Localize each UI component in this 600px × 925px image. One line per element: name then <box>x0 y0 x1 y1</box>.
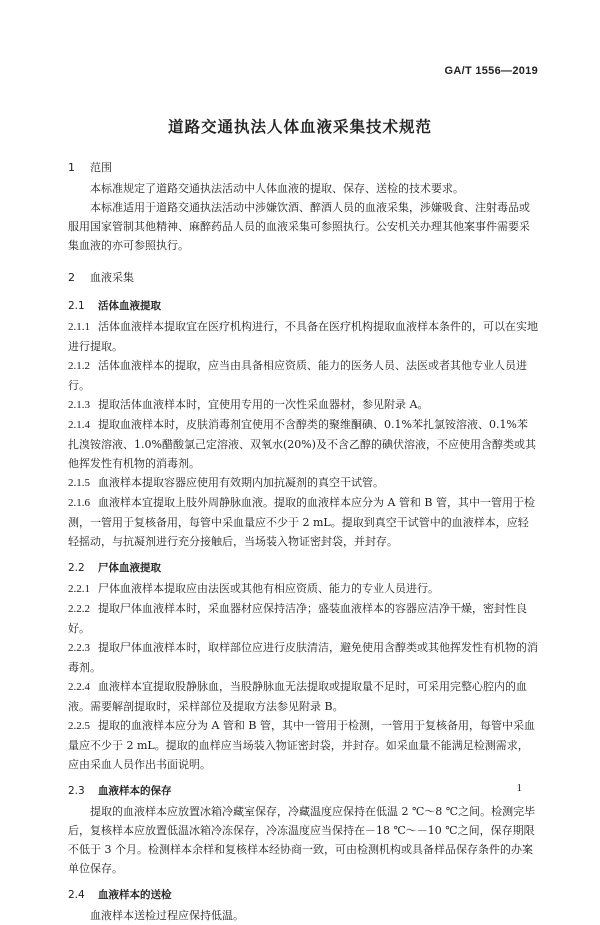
section-2-heading <box>68 267 538 289</box>
subsection-2-3-heading <box>68 780 538 802</box>
clause-2-1-6: 2.1.6 血液样本宜提取上肢外周静脉血液。提取的血液样本应分为 A 管和 B 管，其中一管用于检测，一管用于复核备用，每管中采血量应不少于 2 mL。提取到真空干试管中的血液样本，应轻轻摇动，与抗凝剂进行充分接触后，当场装入物证密封袋，并封存。 <box>68 496 536 548</box>
section-number: 2 <box>68 271 75 284</box>
subsection-2-4-heading <box>68 884 538 906</box>
scope-paragraph-1: 本标准规定了道路交通执法活动中人体血液的提取、保存、送检的技术要求。 <box>90 182 464 195</box>
subsection-title: 尸体血液提取 <box>98 562 161 574</box>
clause-2-1-4: 2.1.4 提取血液样本时，皮肤消毒剂宜使用不含醇类的聚维酮碘、0.1%苯扎氯铵溶液、0.1%苯扎溴铵溶液、1.0%醋酸氯己定溶液、双氧水(20%)及不含乙醇的碘伏溶液，不应使用含醇类或其他挥发性有机物的消毒剂。 <box>68 418 536 470</box>
subsection-2-2-heading <box>68 557 538 579</box>
subsection-title: 血液样本的送检 <box>98 889 172 901</box>
clause-2-2-1: 2.2.1 尸体血液样本提取应由法医或其他有相应资质、能力的专业人员进行。 <box>68 582 439 595</box>
storage-paragraph: 提取的血液样本应放置冰箱冷藏室保存，冷藏温度应保持在低温 2 ℃～8 ℃之间。检测完毕后，复核样本应放置低温冰箱冷冻保存，冷冻温度应当保持在－18 ℃～－10 ℃之间，保存期限不低于 3 个月。检测样本余样和复核样本经协商一致，可由检测机构或具备样品保存条件的办案单位保存。 <box>68 805 536 875</box>
clause-2-1-1: 2.1.1 活体血液样本提取宜在医疗机构进行，不具备在医疗机构提取血液样本条件的，可以在实地进行提取。 <box>68 320 538 353</box>
section-1-heading <box>68 157 538 179</box>
subsection-title: 活体血液提取 <box>98 300 161 312</box>
subsection-number: 2.2 <box>68 562 85 574</box>
section-title: 血液采集 <box>90 271 134 284</box>
scope-paragraph-2: 本标准适用于道路交通执法活动中涉嫌饮酒、醉酒人员的血液采集，涉嫌吸食、注射毒品或服用国家管制其他精神、麻醉药品人员的血液采集可参照执行。公安机关办理其他案事件需要采集血液的亦可参照执行。 <box>68 201 530 252</box>
subsection-number: 2.3 <box>68 785 85 797</box>
delivery-paragraph: 血液样本送检过程应保持低温。 <box>90 909 244 922</box>
document-title: 道路交通执法人体血液采集技术规范 <box>167 118 432 136</box>
section-title: 范围 <box>90 161 112 174</box>
subsection-title: 血液样本的保存 <box>98 785 172 797</box>
section-number: 1 <box>68 161 75 174</box>
clause-2-2-2: 2.2.2 提取尸体血液样本时，采血器材应保持洁净；盛装血液样本的容器应洁净干燥，密封性良好。 <box>68 602 527 635</box>
clause-2-2-5: 2.2.5 提取的血液样本应分为 A 管和 B 管，其中一管用于检测，一管用于复核备用，每管中采血量应不少于 2 mL。提取的血样应当场装入物证密封袋，并封存。如采血量不能满足检测需求，应由采血人员作出书面说明。 <box>68 719 536 771</box>
page-number: 1 <box>516 782 522 794</box>
clause-2-1-3: 2.1.3 提取活体血液样本时，宜使用专用的一次性采血器材，参见附录 A。 <box>68 398 429 411</box>
standard-code: GA/T 1556—2019 <box>444 65 538 77</box>
clause-2-2-4: 2.2.4 血液样本宜提取股静脉血，当股静脉血无法提取或提取量不足时，可采用完整心腔内的血液。需要解剖提取时，采样部位及提取方法参见附录 B。 <box>68 680 527 713</box>
clause-2-2-3: 2.2.3 提取尸体血液样本时，取样部位应进行皮肤清洁，避免使用含醇类或其他挥发性有机物的消毒剂。 <box>68 641 538 674</box>
clause-2-1-5: 2.1.5 血液样本提取容器应使用有效期内加抗凝剂的真空干试管。 <box>68 476 384 489</box>
subsection-2-1-heading <box>68 295 538 317</box>
subsection-number: 2.1 <box>68 300 85 312</box>
clause-2-1-2: 2.1.2 活体血液样本的提取，应当由具备相应资质、能力的医务人员、法医或者其他专业人员进行。 <box>68 359 527 392</box>
subsection-number: 2.4 <box>68 889 85 901</box>
document-body <box>68 157 538 925</box>
